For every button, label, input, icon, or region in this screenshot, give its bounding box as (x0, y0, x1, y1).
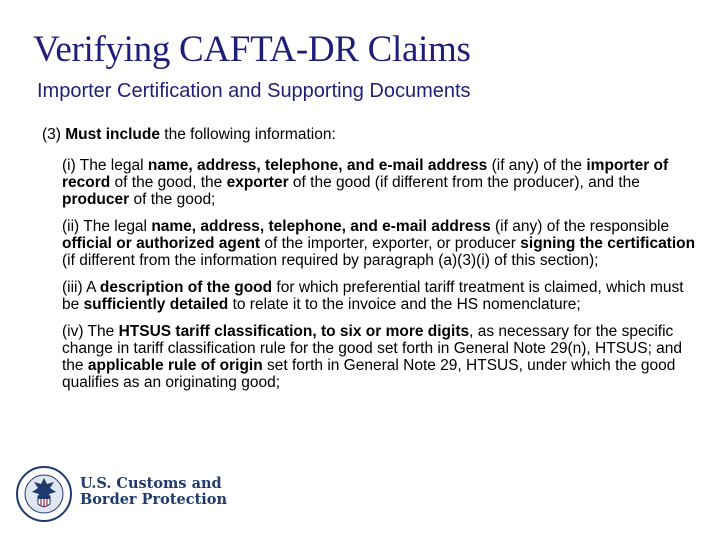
slide-subtitle: Importer Certification and Supporting Documents (37, 80, 471, 102)
item-emphasis: name, address, telephone, and e-mail address (147, 157, 488, 174)
cbp-line-2: Border Protection (80, 491, 228, 508)
list-item (62, 323, 702, 391)
item-text: (i) The legal (62, 157, 148, 174)
item-text: set forth in General Note 29, HTSUS, under which the good qualifies as an originating good; (62, 357, 676, 391)
cbp-logo (16, 466, 228, 524)
item-text: (if different from the information required by paragraph (a)(3)(i) of this section); (62, 252, 599, 269)
item-emphasis: description of the good (99, 279, 273, 296)
item-text: (if any) of the (487, 157, 587, 174)
slide-title: Verifying CAFTA-DR Claims (33, 29, 471, 70)
item-text: to relate it to the invoice and the HS nomenclature; (228, 296, 581, 313)
item-emphasis: name, address, telephone, and e-mail address (151, 218, 491, 235)
item-emphasis: HTSUS tariff classification, to six or more digits (118, 323, 470, 340)
intro-line (42, 126, 336, 144)
list-item (62, 279, 702, 313)
cbp-wordmark (80, 476, 227, 508)
item-text: of the good; (129, 191, 216, 208)
item-text: for which preferential tariff treatment is claimed, which must be (62, 279, 684, 313)
item-emphasis: official or authorized agent (62, 235, 261, 252)
item-emphasis: importer of record (62, 157, 669, 191)
item-emphasis: applicable rule of origin (87, 357, 263, 374)
dhs-seal-icon (16, 466, 72, 522)
intro-text: (3) (42, 126, 66, 143)
intro-emphasis: Must include (65, 126, 160, 143)
item-text: of the good (if different from the producer), and the (288, 174, 640, 191)
item-text: of the importer, exporter, or producer (260, 235, 521, 252)
requirements-list (62, 157, 702, 401)
item-emphasis: producer (62, 191, 130, 208)
cbp-line-1: U.S. Customs and (80, 475, 222, 492)
intro-text: the following information: (159, 126, 336, 143)
item-text: of the good, the (110, 174, 227, 191)
item-text: , as necessary for the specific change in tariff classification rule for the good set forth in General Note 29(n), HTSUS; and the (62, 323, 683, 374)
item-text: (ii) The legal (62, 218, 152, 235)
item-emphasis: sufficiently detailed (83, 296, 229, 313)
list-item (62, 218, 702, 269)
list-item (62, 157, 702, 208)
item-text: (iii) A (62, 279, 100, 296)
item-emphasis: exporter (226, 174, 289, 191)
item-text: (if any) of the responsible (490, 218, 670, 235)
item-emphasis: signing the certification (520, 235, 696, 252)
item-text: (iv) The (62, 323, 119, 340)
